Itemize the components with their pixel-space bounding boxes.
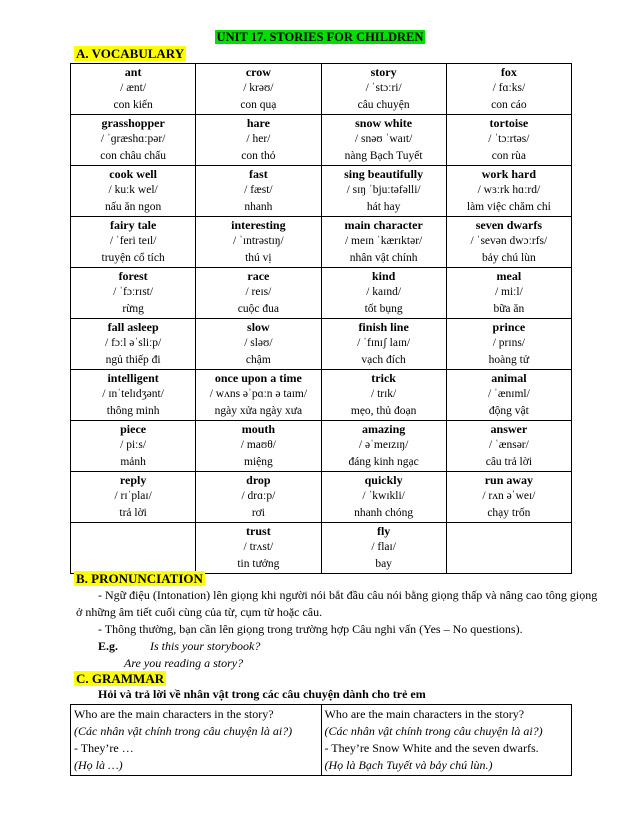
vocab-ipa: / ˈtɔːrtəs/ <box>488 133 530 145</box>
vocab-ipa: / reɪs/ <box>245 286 272 298</box>
vocab-word: race <box>247 269 270 283</box>
vocab-ipa: / rɪˈplaɪ/ <box>114 490 152 502</box>
example-sentence-1: Is this your storybook? <box>150 639 261 653</box>
vocab-word: interesting <box>231 218 286 232</box>
vocab-meaning: nhanh <box>244 201 273 213</box>
vocab-cell <box>71 268 196 319</box>
vocab-cell <box>446 64 571 115</box>
vocab-cell-empty <box>446 523 571 574</box>
vocab-word: fairy tale <box>109 218 157 232</box>
vocab-meaning: bữa ăn <box>493 303 525 315</box>
vocab-meaning: ngày xửa ngày xưa <box>214 405 303 417</box>
vocab-word: intelligent <box>107 371 159 385</box>
grammar-question-translation: (Các nhân vật chính trong câu chuyện là ai?) <box>74 724 293 738</box>
vocab-word: once upon a time <box>214 371 302 385</box>
vocab-meaning: chậm <box>245 354 271 366</box>
vocab-word: answer <box>490 422 528 436</box>
vocab-cell <box>321 217 446 268</box>
vocab-word: tortoise <box>489 116 529 130</box>
vocab-cell <box>196 268 321 319</box>
vocab-meaning: cuộc đua <box>237 303 279 315</box>
vocab-ipa: / ˈfɪnɪʃ laɪn/ <box>357 337 411 349</box>
vocab-meaning: động vật <box>488 405 529 417</box>
example-label: E.g. <box>98 639 119 653</box>
vocab-ipa: / kuːk wel/ <box>108 184 158 196</box>
vocab-meaning: câu chuyện <box>357 99 410 111</box>
vocab-meaning: tốt bụng <box>364 303 403 315</box>
vocab-cell <box>71 166 196 217</box>
vocab-word: cook well <box>109 167 157 181</box>
vocab-row <box>71 115 572 166</box>
vocab-cell <box>321 370 446 421</box>
vocab-meaning: nàng Bạch Tuyết <box>344 150 423 162</box>
vocab-word: quickly <box>364 473 403 487</box>
vocab-word: hare <box>246 116 270 130</box>
vocab-word: piece <box>120 422 147 436</box>
vocab-word: fox <box>500 65 517 79</box>
vocab-cell <box>196 319 321 370</box>
vocab-meaning: hát hay <box>366 201 401 213</box>
vocab-word: fast <box>249 167 268 181</box>
vocab-word: ant <box>124 65 142 79</box>
vocab-cell <box>321 421 446 472</box>
vocab-row <box>71 166 572 217</box>
grammar-question: Who are the main characters in the story? <box>324 707 525 721</box>
vocab-ipa: / snəʊ ˈwaɪt/ <box>354 133 413 145</box>
vocab-ipa: / ˈɡræshɑːpər/ <box>100 133 166 145</box>
vocab-row <box>71 268 572 319</box>
vocab-word: reply <box>119 473 147 487</box>
vocab-meaning: thú vị <box>245 252 272 264</box>
vocab-row <box>71 421 572 472</box>
vocab-ipa: / trɪk/ <box>371 388 397 400</box>
vocab-cell <box>71 472 196 523</box>
vocab-row <box>71 319 572 370</box>
vocab-ipa: / drɑːp/ <box>241 490 276 502</box>
vocab-cell <box>446 421 571 472</box>
vocab-cell <box>196 370 321 421</box>
vocab-meaning: mẹo, thủ đoạn <box>350 405 417 417</box>
vocab-ipa: / sləʊ/ <box>244 337 273 349</box>
vocab-word: crow <box>245 65 271 79</box>
example-sentence-2: Are you reading a story? <box>124 656 244 670</box>
vocab-word: snow white <box>355 116 413 130</box>
vocab-cell <box>71 64 196 115</box>
vocab-word: slow <box>247 320 270 334</box>
vocab-word: grasshopper <box>101 116 165 130</box>
vocabulary-table <box>70 63 572 574</box>
vocab-ipa: / krəʊ/ <box>243 82 274 94</box>
vocab-cell <box>196 115 321 166</box>
vocab-ipa: / əˈmeɪzɪŋ/ <box>358 439 409 451</box>
vocab-meaning: chạy trốn <box>487 507 531 519</box>
vocab-ipa: / ˈstɔːri/ <box>365 82 402 94</box>
pronunciation-paragraph-2: - Thông thường, bạn cần lên giọng trong trường hợp Câu nghi vấn (Yes – No questions). <box>98 622 523 636</box>
vocab-word: drop <box>246 473 271 487</box>
vocab-cell <box>71 421 196 472</box>
vocab-meaning: truyện cổ tích <box>101 252 165 264</box>
grammar-question: Who are the main characters in the story? <box>74 707 274 721</box>
vocab-ipa: / fæst/ <box>244 184 273 196</box>
vocab-cell <box>446 370 571 421</box>
vocab-meaning: câu trả lời <box>485 456 533 468</box>
vocab-word: kind <box>371 269 396 283</box>
vocab-cell <box>196 64 321 115</box>
vocab-meaning: đáng kinh ngạc <box>348 456 419 468</box>
vocab-meaning: con thỏ <box>241 150 276 162</box>
vocab-word: run away <box>484 473 534 487</box>
vocab-cell <box>321 64 446 115</box>
vocab-meaning: con rùa <box>491 150 526 162</box>
vocab-meaning: con quạ <box>240 99 277 111</box>
vocab-cell <box>321 268 446 319</box>
vocab-word: trust <box>246 524 271 538</box>
vocab-ipa: / ɪnˈtelɪdʒənt/ <box>102 388 164 400</box>
vocab-word: seven dwarfs <box>475 218 543 232</box>
vocab-meaning: nhân vật chính <box>349 252 418 264</box>
vocab-cell <box>196 421 321 472</box>
grammar-answer-translation: (Họ là Bạch Tuyết và bảy chú lùn.) <box>324 758 493 772</box>
vocab-ipa: / fɑːks/ <box>492 82 526 94</box>
vocab-word: trick <box>371 371 396 385</box>
vocab-ipa: / ˈferi teɪl/ <box>109 235 157 247</box>
vocab-row <box>71 472 572 523</box>
vocab-cell <box>446 472 571 523</box>
vocab-cell <box>196 523 321 574</box>
vocab-word: animal <box>491 371 527 385</box>
vocab-cell <box>196 217 321 268</box>
vocab-meaning: con châu chấu <box>100 150 167 162</box>
vocab-row <box>71 217 572 268</box>
vocab-meaning: nấu ăn ngon <box>105 201 162 213</box>
vocab-meaning: mảnh <box>120 456 146 468</box>
pronunciation-paragraph-1: - Ngữ điệu (Intonation) lên giọng khi người nói bắt đầu câu nói bằng giọng thấp và nâng cao tông giọng ở những âm tiết cuối cùng của từ, cụm từ hoặc câu. <box>76 588 598 619</box>
vocab-cell <box>321 523 446 574</box>
vocab-cell-empty <box>71 523 196 574</box>
vocab-ipa: / fɔːl əˈsliːp/ <box>105 337 162 349</box>
grammar-answer-translation: (Họ là …) <box>74 758 123 772</box>
vocab-ipa: / ˈɪntrəstɪŋ/ <box>233 235 284 247</box>
vocab-meaning: con kiến <box>113 99 153 111</box>
vocab-ipa: / ˈsevən dwɔːrfs/ <box>470 235 548 247</box>
vocab-ipa: / wɜːrk hɑːrd/ <box>477 184 541 196</box>
vocab-cell <box>71 217 196 268</box>
vocab-meaning: hoàng tử <box>488 354 530 366</box>
vocab-ipa: / ˈænɪml/ <box>487 388 530 400</box>
vocab-cell <box>321 166 446 217</box>
vocab-ipa: / rʌn əˈweɪ/ <box>482 490 536 502</box>
vocab-cell <box>71 370 196 421</box>
vocab-meaning: miệng <box>244 456 273 468</box>
grammar-heading: C. GRAMMAR <box>76 671 165 686</box>
vocab-word: forest <box>118 269 148 283</box>
vocab-ipa: / ˈkwɪkli/ <box>362 490 405 502</box>
vocab-ipa: / meɪn ˈkærɪktər/ <box>344 235 423 247</box>
vocab-word: work hard <box>481 167 537 181</box>
vocab-ipa: / ˈænsər/ <box>488 439 529 451</box>
grammar-subtitle: Hỏi và trả lời về nhân vật trong các câu chuyện dành cho trẻ em <box>98 687 426 701</box>
grammar-answer: - They’re … <box>74 741 134 755</box>
grammar-cell-right <box>321 705 572 776</box>
vocab-row <box>71 370 572 421</box>
vocab-ipa: / sɪŋ ˈbjuːtəfəlli/ <box>346 184 421 196</box>
vocab-ipa: / kaɪnd/ <box>366 286 402 298</box>
unit-title: UNIT 17. STORIES FOR CHILDREN <box>216 30 424 44</box>
vocab-meaning: bảy chú lùn <box>482 252 536 264</box>
vocab-meaning: rơi <box>251 507 265 519</box>
vocab-ipa: / maʊθ/ <box>240 439 276 451</box>
vocab-cell <box>446 115 571 166</box>
vocab-ipa: / flaɪ/ <box>371 541 396 553</box>
vocab-cell <box>196 166 321 217</box>
vocab-meaning: ngủ thiếp đi <box>105 354 161 366</box>
vocab-cell <box>446 319 571 370</box>
vocabulary-heading: A. VOCABULARY <box>76 46 185 61</box>
grammar-table <box>70 704 572 776</box>
vocab-word: fall asleep <box>107 320 159 334</box>
vocab-cell <box>321 472 446 523</box>
vocab-word: fly <box>376 524 391 538</box>
grammar-row <box>71 705 572 776</box>
vocab-meaning: nhanh chóng <box>354 507 414 519</box>
vocab-word: finish line <box>358 320 409 334</box>
grammar-cell-left <box>71 705 322 776</box>
vocab-meaning: thông minh <box>106 405 160 417</box>
vocab-ipa: / wʌns əˈpɑːn ə taɪm/ <box>209 388 308 400</box>
vocab-meaning: bay <box>375 558 392 570</box>
vocab-word: story <box>370 65 397 79</box>
vocab-cell <box>446 268 571 319</box>
vocab-row <box>71 523 572 574</box>
vocab-word: prince <box>492 320 526 334</box>
vocab-cell <box>71 115 196 166</box>
grammar-question-translation: (Các nhân vật chính trong câu chuyện là ai?) <box>324 724 543 738</box>
vocab-cell <box>71 319 196 370</box>
vocab-cell <box>446 217 571 268</box>
vocab-row <box>71 64 572 115</box>
vocab-ipa: / ˈfɔːrɪst/ <box>113 286 154 298</box>
vocab-meaning: làm việc chăm chỉ <box>466 201 551 213</box>
vocab-meaning: con cáo <box>491 99 527 111</box>
vocab-ipa: / her/ <box>246 133 271 145</box>
vocab-meaning: rừng <box>122 303 144 315</box>
vocab-meaning: trả lời <box>119 507 147 519</box>
grammar-answer: - They’re Snow White and the seven dwarfs. <box>324 741 539 755</box>
vocab-meaning: tin tưởng <box>237 558 280 570</box>
vocab-ipa: / prɪns/ <box>492 337 525 349</box>
vocab-word: mouth <box>241 422 276 436</box>
vocab-word: main character <box>344 218 423 232</box>
vocab-ipa: / ænt/ <box>120 82 147 94</box>
vocab-cell <box>196 472 321 523</box>
vocab-word: meal <box>496 269 522 283</box>
vocab-cell <box>446 166 571 217</box>
vocab-word: amazing <box>361 422 406 436</box>
vocab-cell <box>321 319 446 370</box>
pronunciation-heading: B. PRONUNCIATION <box>76 571 203 586</box>
vocab-word: sing beautifully <box>344 167 424 181</box>
vocab-meaning: vạch đích <box>361 354 406 366</box>
vocab-cell <box>321 115 446 166</box>
vocab-ipa: / miːl/ <box>494 286 523 298</box>
vocab-ipa: / trʌst/ <box>243 541 274 553</box>
vocab-ipa: / piːs/ <box>120 439 147 451</box>
